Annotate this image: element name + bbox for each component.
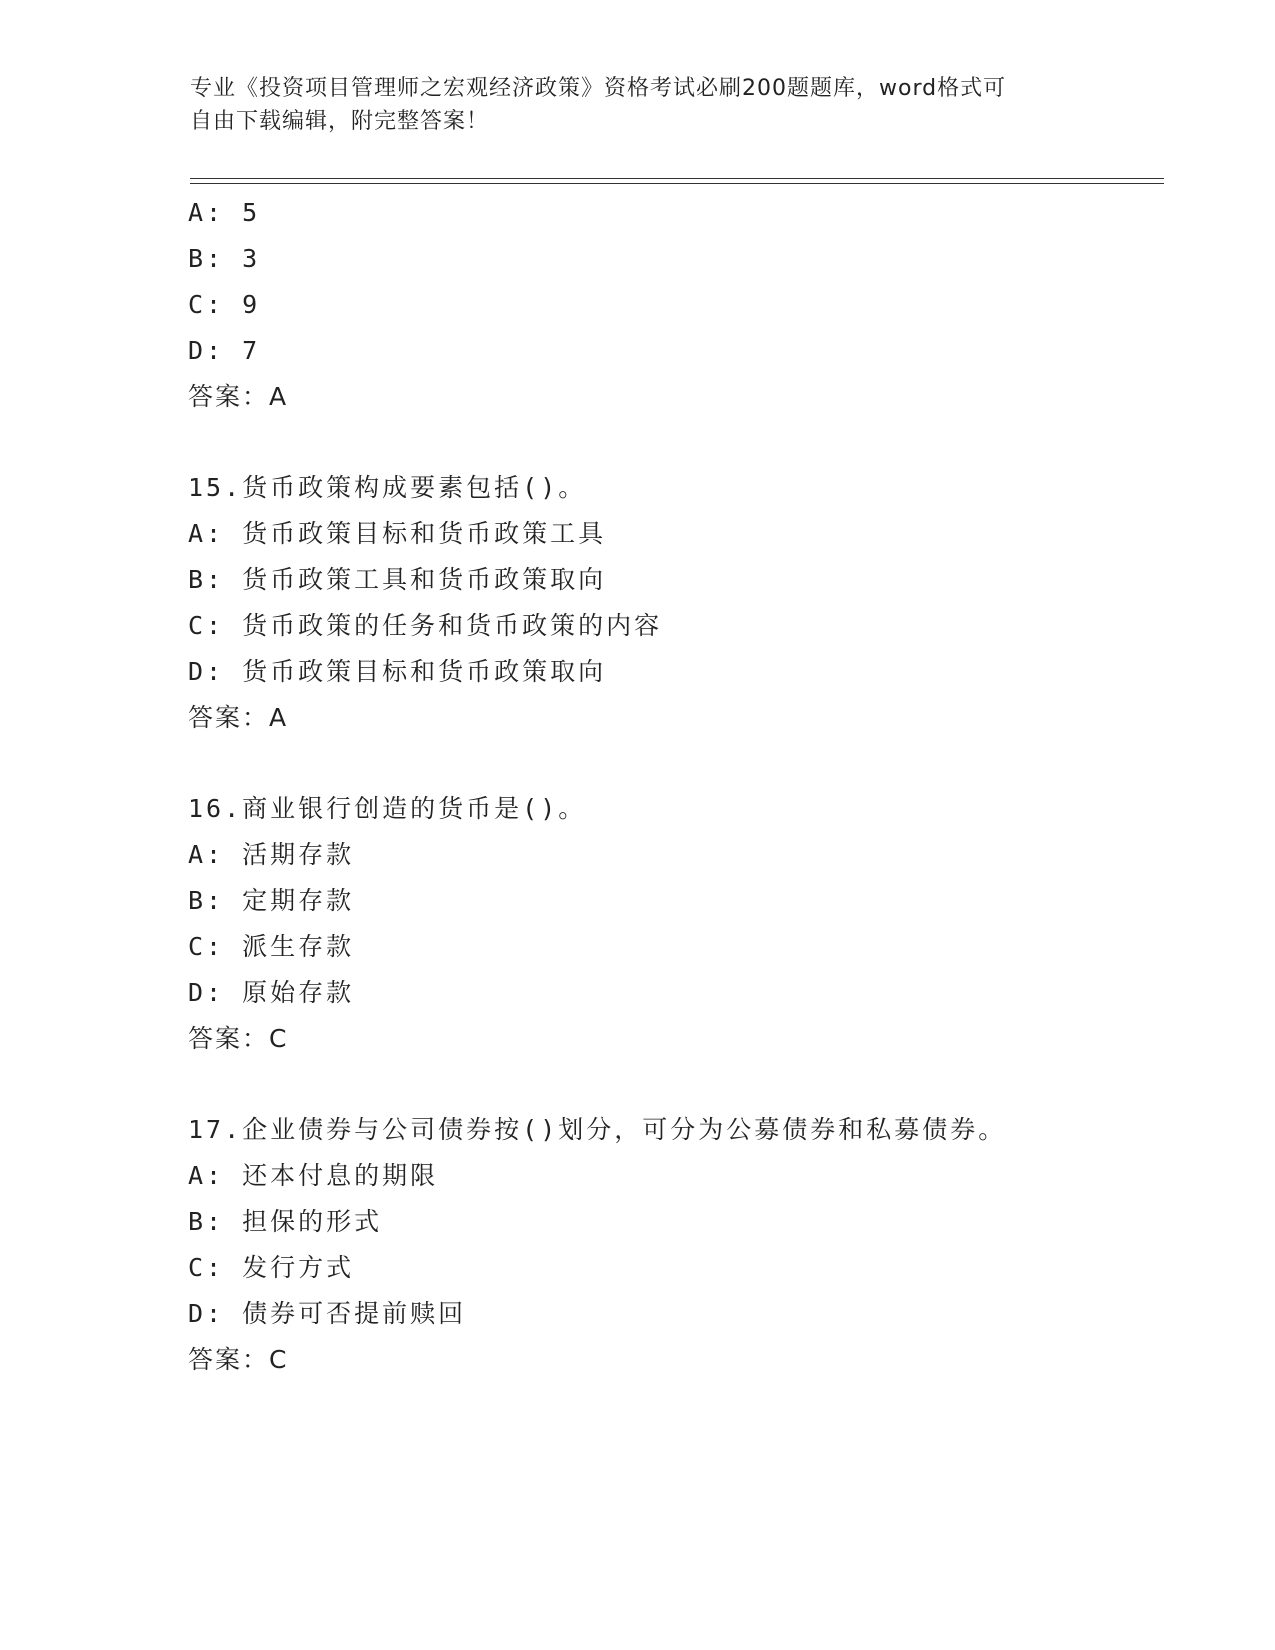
header-divider-bottom	[190, 183, 1164, 184]
header-line-1: 专业《投资项目管理师之宏观经济政策》资格考试必刷200题题库，word格式可	[190, 76, 1007, 101]
option-c: C: 9	[188, 290, 261, 319]
answer-line: 答案：C	[188, 1345, 289, 1374]
option-b: B: 3	[188, 244, 261, 273]
option-b: B: 定期存款	[188, 886, 355, 915]
header-divider-top	[190, 178, 1164, 179]
question-list	[188, 190, 1148, 1383]
previous-question-block	[188, 190, 1148, 420]
option-a: A: 活期存款	[188, 840, 355, 869]
option-d: D: 7	[188, 336, 261, 365]
option-b: B: 担保的形式	[188, 1207, 383, 1236]
option-c: C: 派生存款	[188, 932, 355, 961]
question-block-15	[188, 465, 1148, 741]
option-c: C: 货币政策的任务和货币政策的内容	[188, 611, 663, 640]
document-header	[190, 72, 1070, 138]
option-b: B: 货币政策工具和货币政策取向	[188, 565, 607, 594]
option-a: A: 5	[188, 198, 261, 227]
question-stem: 16.商业银行创造的货币是()。	[188, 794, 587, 823]
answer-line: 答案：A	[188, 703, 289, 732]
option-c: C: 发行方式	[188, 1253, 355, 1282]
option-d: D: 原始存款	[188, 978, 355, 1007]
question-stem: 15.货币政策构成要素包括()。	[188, 473, 587, 502]
option-a: A: 货币政策目标和货币政策工具	[188, 519, 607, 548]
option-a: A: 还本付息的期限	[188, 1161, 439, 1190]
question-stem: 17.企业债券与公司债券按()划分，可分为公募债券和私募债券。	[188, 1115, 1007, 1144]
option-d: D: 货币政策目标和货币政策取向	[188, 657, 607, 686]
answer-line: 答案：C	[188, 1024, 289, 1053]
question-block-17	[188, 1107, 1148, 1383]
option-d: D: 债券可否提前赎回	[188, 1299, 467, 1328]
answer-line: 答案：A	[188, 382, 289, 411]
header-line-2: 自由下载编辑，附完整答案！	[190, 109, 490, 134]
question-block-16	[188, 786, 1148, 1062]
